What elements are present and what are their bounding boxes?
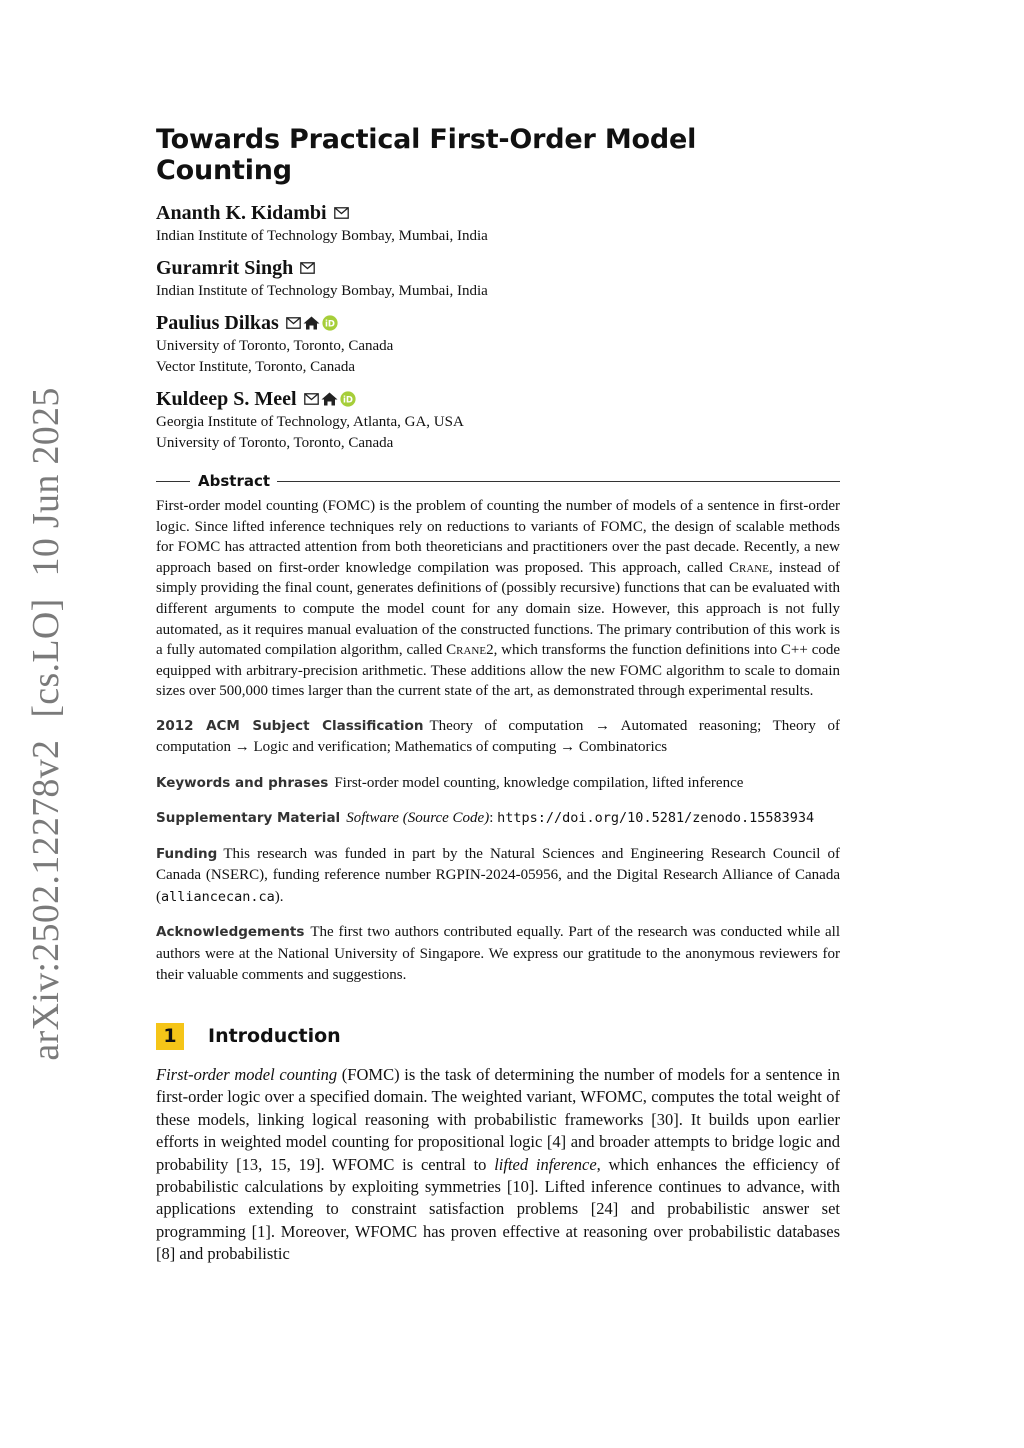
funding-after: ). <box>274 888 284 905</box>
affiliation: Georgia Institute of Technology, Atlanta, GA, USA <box>156 414 464 430</box>
funding-link[interactable]: alliancecan.ca <box>161 888 275 905</box>
orcid-icon[interactable] <box>340 391 356 407</box>
envelope-icon[interactable] <box>334 207 349 219</box>
orcid-icon[interactable] <box>322 315 338 331</box>
intro-paragraph <box>156 1064 840 1266</box>
keywords-label: Keywords and phrases <box>156 774 329 791</box>
acknowledgements <box>156 922 840 987</box>
divider <box>156 481 190 482</box>
envelope-icon[interactable] <box>304 393 319 405</box>
author-name: Ananth K. Kidambi <box>156 202 327 224</box>
funding-label: Funding <box>156 845 218 862</box>
intro-text: (FOMC) is the task of determining the number of models for a sentence in first-order logic over a specified domain. The weighted variant, WFOMC, computes the total weight of these models, linking logical reasoning with probabilistic frameworks [30]. It builds upon earlier efforts in weighted model counting for propositional logic [4] and broader attempts to bridge logic and probability [13, 15, 19]. WFOMC is central to <box>156 1064 841 1174</box>
home-icon[interactable] <box>321 392 338 406</box>
system-name: Crane <box>729 559 769 576</box>
svg-text:iD: iD <box>324 319 335 330</box>
supplementary-kind: Software (Source Code) <box>346 810 490 827</box>
author-block <box>156 200 840 247</box>
abstract-text <box>156 496 840 702</box>
affiliation: Indian Institute of Technology Bombay, Mumbai, India <box>156 228 488 244</box>
affiliation: Indian Institute of Technology Bombay, Mumbai, India <box>156 283 488 299</box>
author-block <box>156 255 840 302</box>
acm-text: Theory of computation → Automated reasoning; Theory of computation → Logic and verification; Mathematics of computing → Combinatorics <box>156 717 840 756</box>
abstract-label: Abstract <box>198 472 271 490</box>
system-name: Crane2 <box>446 642 494 659</box>
divider <box>277 481 840 482</box>
keywords <box>156 773 840 795</box>
intro-emphasis: First-order model counting <box>156 1064 338 1084</box>
arxiv-category: [cs.LO] <box>25 598 67 718</box>
abstract-part: First-order model counting (FOMC) is the problem of counting the number of models of a sentence in first-order logic. Since lifted inference techniques rely on reductions to variants of FOMC, the design of scalable methods for FOMC has attracted attention from both theoreticians and practitioners over the past decade. Recently, a new approach based on first-order knowledge compilation was proposed. This approach, called <box>156 498 840 576</box>
keywords-text: First-order model counting, knowledge compilation, lifted inference <box>334 774 744 791</box>
affiliation: University of Toronto, Toronto, Canada <box>156 435 394 451</box>
home-icon[interactable] <box>303 316 320 330</box>
arxiv-stamp <box>24 387 68 1060</box>
section-number-badge: 1 <box>156 1023 184 1050</box>
intro-text: , which enhances the efficiency of probabilistic calculations by exploiting symmetries [10]. Lifted inference continues to advance, with applications extending to constraint satisfaction problems [24] and probabilistic answer set programming [1]. Moreover, WFOMC has proven effective at reasoning over probabilistic databases [8] and probabilistic <box>156 1154 840 1264</box>
supplementary-material <box>156 808 840 830</box>
paper-page <box>156 124 840 1266</box>
arxiv-id: arXiv:2502.12278v2 <box>25 739 67 1061</box>
envelope-icon[interactable] <box>286 317 301 329</box>
acm-classification <box>156 716 840 759</box>
abstract-heading <box>156 472 840 490</box>
section-heading <box>156 1023 840 1050</box>
abstract-part: , instead of simply providing the final count, generates definitions of (possibly recursive) functions that can be evaluated with different arguments to compute the model count for any domain size. However, this approach is not fully automated, as it requires manual evaluation of the constructed functions. The primary contribution of this work is a fully automated compilation algorithm, called <box>156 559 840 659</box>
affiliation: University of Toronto, Toronto, Canada <box>156 338 394 354</box>
supplementary-link[interactable]: https://doi.org/10.5281/zenodo.15583934 <box>497 810 815 827</box>
author-block <box>156 386 840 454</box>
affiliation: Vector Institute, Toronto, Canada <box>156 359 356 375</box>
author-name: Kuldeep S. Meel <box>156 388 297 410</box>
author-block <box>156 310 840 378</box>
paper-title: Towards Practical First-Order Model Counting <box>156 124 697 186</box>
acknowledgements-text: The first two authors contributed equally. Part of the research was conducted while all authors were at the National University of Singapore. We express our gratitude to the anonymous reviewers for their valuable comments and suggestions. <box>156 924 840 984</box>
acknowledgements-label: Acknowledgements <box>156 924 305 941</box>
author-name: Guramrit Singh <box>156 257 294 279</box>
acm-label: 2012 ACM Subject Classification <box>156 717 424 734</box>
intro-emphasis: lifted inference <box>494 1154 597 1174</box>
funding-text: This research was funded in part by the Natural Sciences and Engineering Research Council of Canada (NSERC), funding reference number RGPIN-2024-05956, and the Digital Research Alliance of Canada ( <box>156 845 840 905</box>
section-title: Introduction <box>208 1025 341 1048</box>
envelope-icon[interactable] <box>300 262 315 274</box>
supplementary-label: Supplementary Material <box>156 810 341 827</box>
abstract-part: , which transforms the function definitions into C++ code equipped with arbitrary-precision arithmetic. These additions allow the new FOMC algorithm to scale to domain sizes over 500,000 times larger than the current state of the art, as demonstrated through experimental results. <box>156 642 841 700</box>
supplementary-sep: : <box>489 810 498 827</box>
funding <box>156 844 840 909</box>
author-name: Paulius Dilkas <box>156 312 279 334</box>
svg-text:iD: iD <box>342 395 353 406</box>
arxiv-date: 10 Jun 2025 <box>25 387 67 577</box>
